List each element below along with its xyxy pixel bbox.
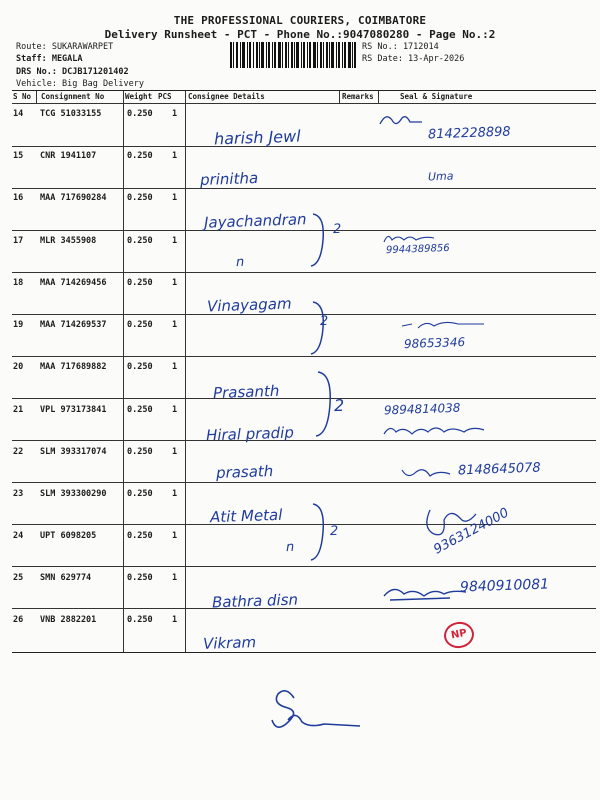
signature-phone: 8142228898 <box>427 124 511 143</box>
drs-number: DRS No.: DCJB171201402 <box>16 67 129 77</box>
row-pcs: 1 <box>172 193 178 203</box>
row-weight: 0.250 <box>127 362 153 372</box>
signature-scribble <box>380 580 470 606</box>
row-pcs: 1 <box>172 320 178 330</box>
handwritten-consignee: prinitha <box>199 168 259 190</box>
row-weight: 0.250 <box>127 109 153 119</box>
bracket-count: 2 <box>319 313 329 330</box>
row-pcs: 1 <box>172 531 178 541</box>
row-weight: 0.250 <box>127 278 153 288</box>
bracket-icon <box>305 298 355 358</box>
row-weight: 0.250 <box>127 405 153 415</box>
signature-phone: 9894814038 <box>383 400 461 418</box>
signature-name: Uma <box>427 169 454 184</box>
bracket-count: 2 <box>329 523 339 540</box>
row-consignment: UPT 6098205 <box>40 531 97 541</box>
row-sno: 24 <box>13 531 24 541</box>
row-sno: 23 <box>13 489 24 499</box>
row-pcs: 1 <box>172 236 178 246</box>
row-consignment: MLR 3455908 <box>40 236 97 246</box>
barcode <box>230 42 356 68</box>
row-pcs: 1 <box>172 278 178 288</box>
signature-phone: 8148645078 <box>457 460 541 479</box>
rs-date: RS Date: 13-Apr-2026 <box>362 54 465 64</box>
handwritten-consignee: Atit Metal <box>209 505 283 527</box>
handwritten-consignee: harish Jewl <box>213 126 301 149</box>
row-consignment: SLM 393300290 <box>40 489 107 499</box>
row-weight: 0.250 <box>127 193 153 203</box>
handwritten-consignee: Hiral pradip <box>205 423 295 445</box>
row-pcs: 1 <box>172 362 178 372</box>
row-consignment: SMN 629774 <box>40 573 92 583</box>
handwritten-consignee: Bathra disn <box>211 590 299 612</box>
signature-phone: 9840910081 <box>459 576 550 596</box>
signature-phone: 9944389856 <box>385 242 450 257</box>
bracket-count: 2 <box>332 221 342 238</box>
row-weight: 0.250 <box>127 489 153 499</box>
rs-number: RS No.: 1712014 <box>362 42 439 52</box>
row-sno: 26 <box>13 615 24 625</box>
row-pcs: 1 <box>172 615 178 625</box>
runsheet-table <box>12 90 596 653</box>
row-weight: 0.250 <box>127 236 153 246</box>
handwritten-consignee: Vinayagam <box>206 294 292 316</box>
row-sno: 21 <box>13 405 24 415</box>
row-sno: 16 <box>13 193 24 203</box>
col-remarks: Remarks <box>342 92 374 101</box>
bracket-count: 2 <box>333 395 345 416</box>
vehicle-label: Vehicle: Big Bag Delivery <box>16 79 144 89</box>
row-consignment: VPL 973173841 <box>40 405 107 415</box>
col-pcs: PCS <box>158 92 172 101</box>
col-sno: S No <box>13 92 32 101</box>
row-consignment: TCG 51033155 <box>40 109 102 119</box>
route-label: Route: SUKARAWARPET <box>16 42 114 52</box>
handwritten-consignee: Jayachandran <box>203 210 307 232</box>
row-sno: 22 <box>13 447 24 457</box>
row-consignment: MAA 714269537 <box>40 320 107 330</box>
company-name: THE PROFESSIONAL COURIERS, COIMBATORE <box>173 14 427 27</box>
row-consignment: CNR 1941107 <box>40 151 97 161</box>
row-weight: 0.250 <box>127 615 153 625</box>
handwritten-consignee: n <box>235 254 245 271</box>
col-consignee: Consignee Details <box>188 92 265 101</box>
row-consignment: SLM 393317074 <box>40 447 107 457</box>
staff-signature <box>266 680 366 740</box>
row-sno: 25 <box>13 573 24 583</box>
col-weight: Weight <box>125 92 153 101</box>
bracket-icon <box>305 210 355 270</box>
col-consignment: Consignment No <box>41 92 105 101</box>
row-pcs: 1 <box>172 573 178 583</box>
handwritten-consignee: prasath <box>215 462 274 482</box>
row-pcs: 1 <box>172 109 178 119</box>
row-weight: 0.250 <box>127 447 153 457</box>
row-consignment: VNB 2882201 <box>40 615 97 625</box>
handwritten-consignee: Vikram <box>202 633 257 653</box>
row-sno: 15 <box>13 151 24 161</box>
row-weight: 0.250 <box>127 320 153 330</box>
row-sno: 18 <box>13 278 24 288</box>
staff-label: Staff: MEGALA <box>16 54 83 64</box>
signature-scribble <box>380 420 490 442</box>
signature-scribble <box>398 462 454 484</box>
row-sno: 17 <box>13 236 24 246</box>
row-pcs: 1 <box>172 489 178 499</box>
row-consignment: MAA 714269456 <box>40 278 107 288</box>
signature-scribble <box>376 110 426 134</box>
np-stamp: NP <box>442 620 476 651</box>
row-sno: 20 <box>13 362 24 372</box>
signature-scribble <box>398 316 488 334</box>
handwritten-consignee: n <box>285 539 295 556</box>
row-sno: 14 <box>13 109 24 119</box>
signature-phone: 98653346 <box>403 334 466 352</box>
runsheet-title: Delivery Runsheet - PCT - Phone No.:9047080280 - Page No.:2 <box>104 28 496 41</box>
row-pcs: 1 <box>172 405 178 415</box>
row-sno: 19 <box>13 320 24 330</box>
row-weight: 0.250 <box>127 573 153 583</box>
row-weight: 0.250 <box>127 531 153 541</box>
row-consignment: MAA 717689882 <box>40 362 107 372</box>
col-signature: Seal & Signature <box>400 92 473 101</box>
row-consignment: MAA 717690284 <box>40 193 107 203</box>
row-pcs: 1 <box>172 151 178 161</box>
signature-phone: 9363124000 <box>431 505 512 558</box>
row-pcs: 1 <box>172 447 178 457</box>
row-weight: 0.250 <box>127 151 153 161</box>
handwritten-consignee: Prasanth <box>212 381 280 403</box>
